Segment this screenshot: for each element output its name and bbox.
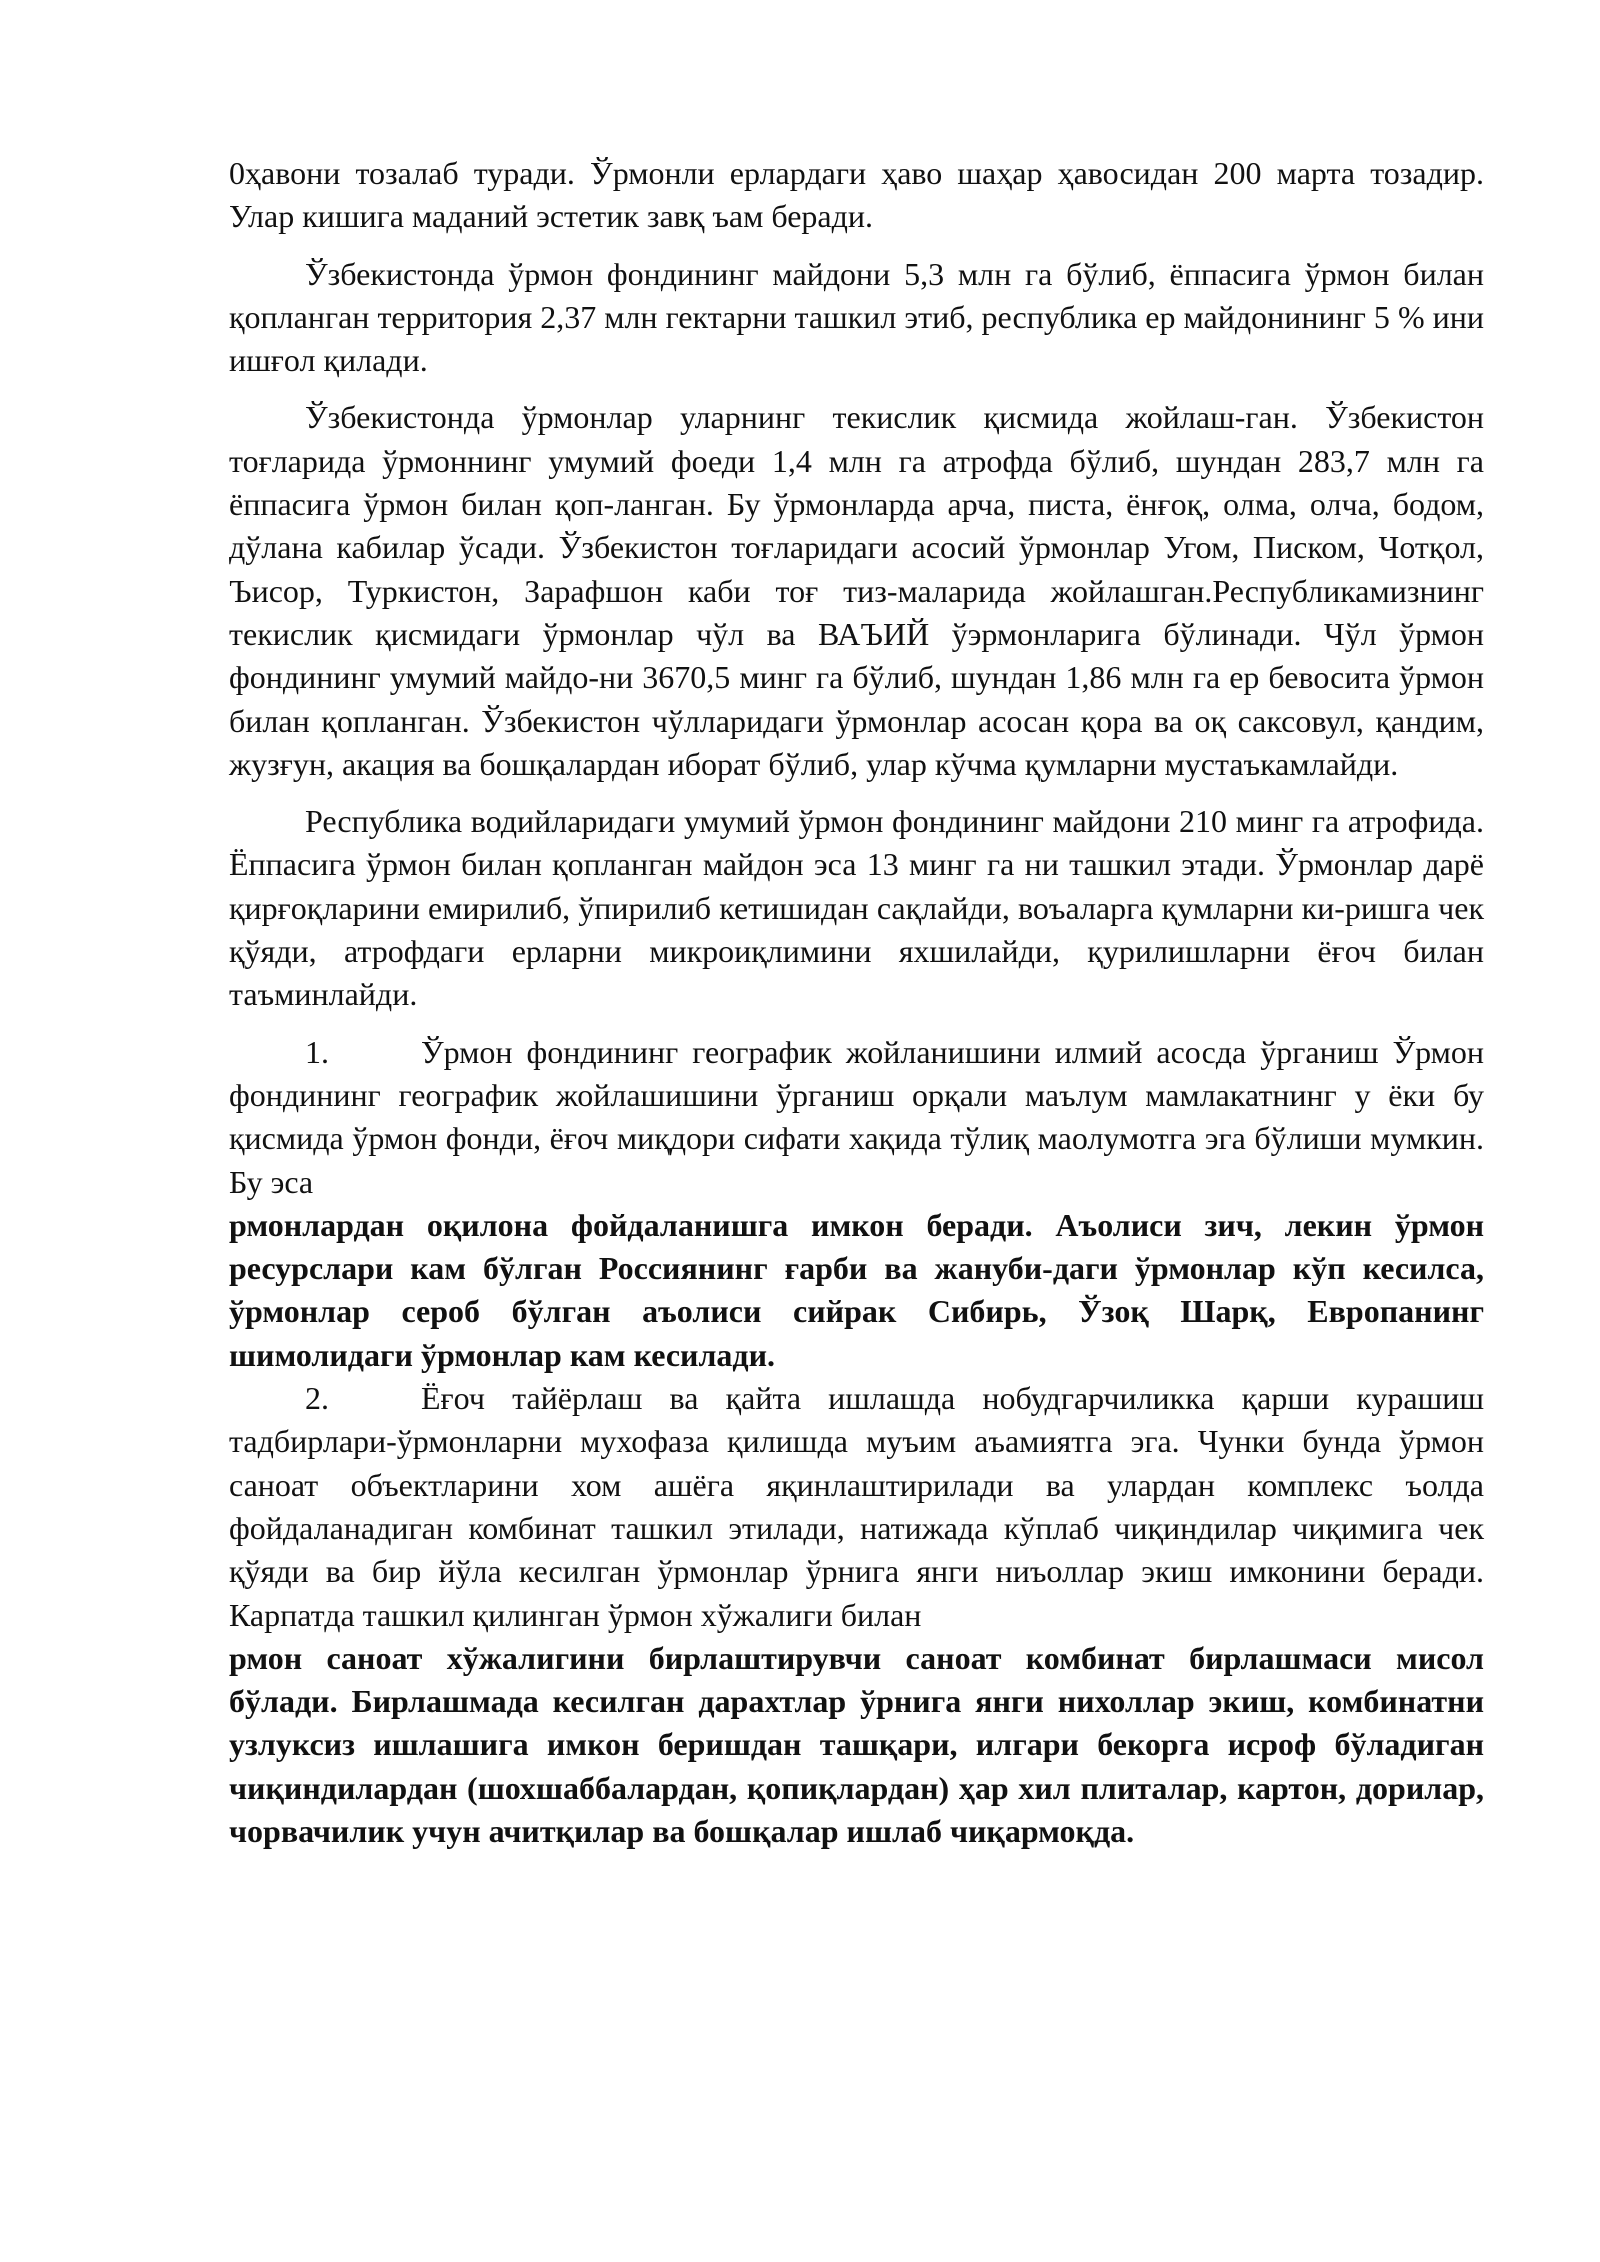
list-item-1-number: 1.	[305, 1033, 329, 1070]
paragraph-forest-fund-area: Ўзбекистонда ўрмон фондининг майдони 5,3 млн га бўлиб, ёппасига ўрмон билан қопланган территория 2,37 млн гектарни ташкил этиб, республика ер майдонининг 5 % ини ишғол қилади.	[229, 255, 1484, 379]
list-item-1-text: Ўрмон фондининг географик жойланишини илмий асосда ўрганиш Ўрмон фондининг географик жойлашишини ўрганиш орқали маълум мамлакатнинг у ёки бу қисмида ўрмон фонди, ёғоч миқдори сифати хақида тўлиқ маолумотга эга бўлиши мумкин. Бу эса	[229, 1033, 1484, 1200]
paragraph-valley-forests: Республика водийларидаги умумий ўрмон фондининг майдони 210 минг га атрофида. Ёппасига ўрмон билан қопланган майдон эса 13 минг гa ни ташкил этади. Ўрмонлар дарё қирғоқларини емирилиб, ўпирилиб кетишидан сақлайди, воъаларга қумларни ки-ришга чек қўяди, атрофдаги ерларни микроиқлимини яхшилайди, қурилишларни ёғоч билан таъминлайди.	[229, 803, 1484, 1013]
paragraph-air-cleaning: 0ҳавони тозалаб туради. Ўрмонли ерлардаги ҳаво шаҳар ҳавосидан 200 марта тозадир. Улар кишига маданий эстетик завқ ъам беради.	[229, 155, 1484, 235]
list-item-2-text: Ёғоч тайёрлаш ва қайта ишлашда нобудгарчиликка қарши курашиш тадбирлари-ўрмонларни мухофаза қилишда муъим аъамиятга эга. Чунки бунда ўрмон саноат объектларини хом ашёга яқинлаштирилади ва улардан комплекс ъолда фойдаланадиган комбинат ташкил этилади, натижада кўплаб чиқиндилар чиқимига чек қўяди ва бир йўла кесилган ўрмонлар ўрнига янги ниъоллар экиш имконини беради. Карпатда ташкил қилинган ўрмон хўжалиги билан	[229, 1380, 1484, 1633]
document-page	[229, 152, 1484, 1853]
list-item-2-number: 2.	[305, 1380, 329, 1417]
list-item-2-bold-text: рмон саноат хўжалигини бирлаштирувчи саноат комбинат бирлашмаси мисол бўлади. Бирлашмада кесилган дарахтлар ўрнига янги нихоллар экиш, комбинатни узлуксиз ишлашига имкон беришдан ташқари, илгари бекорга исроф бўладиган чиқиндилардан (шохшаббалардан, қопиқлардан) ҳар хил плиталар, картон, дорилар, чорвачилик учун ачитқилар ва бошқалар ишлаб чиқармоқда.	[229, 1639, 1484, 1849]
list-item-1	[229, 1031, 1484, 1204]
paragraph-forest-location: Ўзбекистонда ўрмонлар уларнинг текислик қисмида жойлаш-ган. Ўзбекистон тоғларида ўрмоннинг умумий фоеди 1,4 млн га атрофда бўлиб, шундан 283,7 млн га ёппасига ўрмон билан қоп-ланган. Бу ўрмонларда арча, писта, ёнғоқ, олма, олча, бодом, дўлана кабилар ўсади. Ўзбекистон тоғларидаги асосий ўрмонлар Угом, Писком, Чотқол, Ъисор, Туркистон, Зарафшон каби тоғ тиз-маларида жойлашган.Республикамизнинг текислик қисмидаги ўрмонлар чўл ва ВАЪИЙ ўэрмонларига бўлинади. Чўл ўрмон фондининг умумий майдо-ни 3670,5 минг га бўлиб, шундан 1,86 млн га ер бевосита ўрмон билан қопланган. Ўзбекистон чўлларидаги ўрмонлар асосан қора ва оқ саксовул, қандим, жузғун, акация ва бошқалардан иборат бўлиб, улар кўчма қумларни мустаъкамлайди.	[229, 399, 1484, 782]
list-item-2	[229, 1377, 1484, 1637]
list-item-1-bold-text: рмонлардан оқилона фойдаланишга имкон беради. Аъолиси зич, лекин ўрмон ресурслари кам бўлган Россиянинг ғарби ва жануби-даги ўрмонлар кўп кесилса, ўрмонлар сероб бўлган аъолиси сийрак Сибирь, Ўзоқ Шарқ, Европанинг шимолидаги ўрмонлар кам кесилади.	[229, 1206, 1484, 1373]
